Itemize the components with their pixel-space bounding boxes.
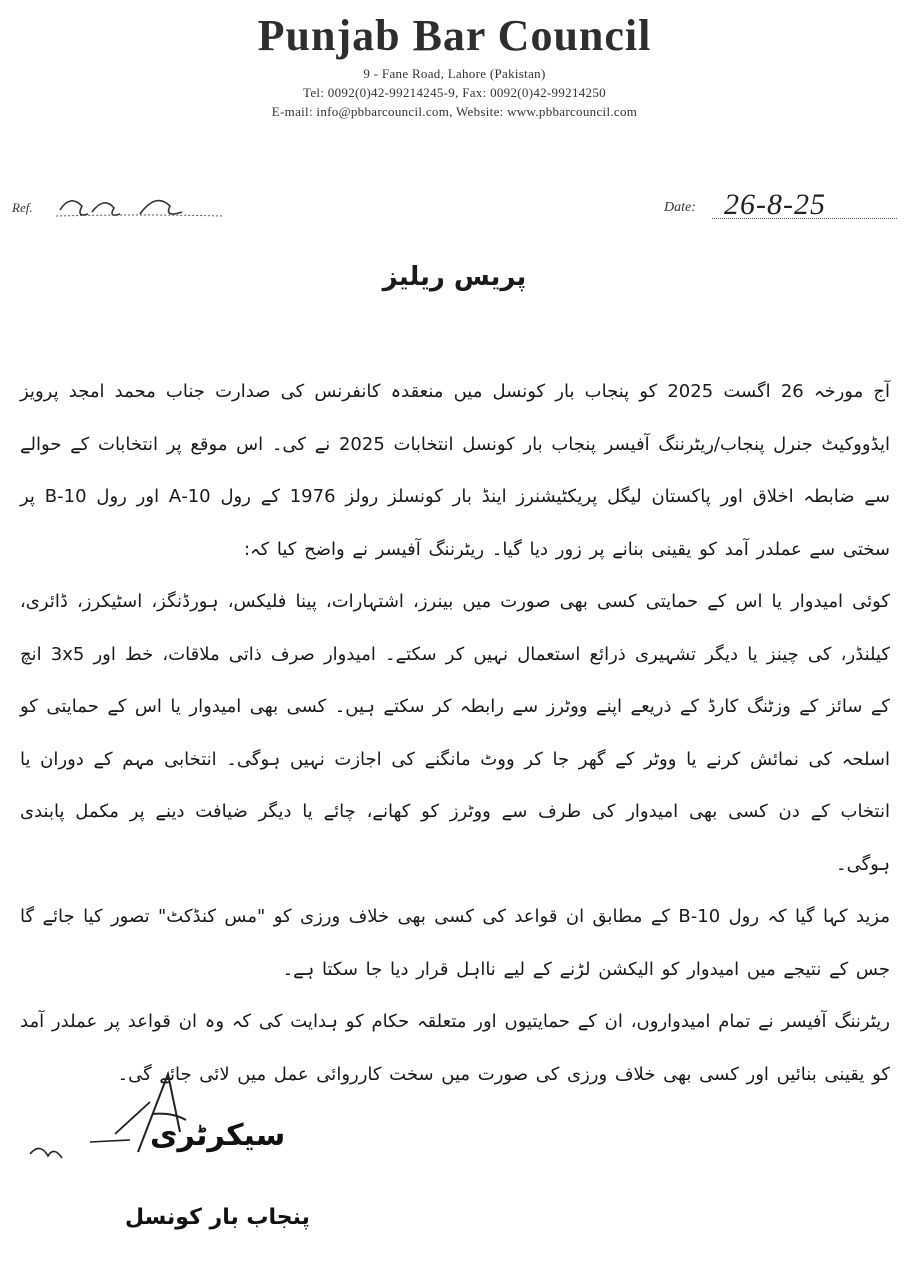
address-line: 9 - Fane Road, Lahore (Pakistan)	[363, 66, 546, 81]
body-paragraph-2: کوئی امیدوار یا اس کے حمایتی کسی بھی صورت میں بینرز، اشتہارات، پینا فلیکس، ہورڈنگز، اسٹیکرز، ڈائری، کیلنڈر، کی چینز یا دیگر تشہیری ذرائع استعمال نہیں کر سکتے۔ امیدوار صرف ذاتی ملاقات، خط اور 3x5 انچ کے سائز کے وزٹنگ کارڈ کے ذریعے اپنے ووٹرز سے رابطہ کر سکتے ہیں۔ کسی بھی امیدوار یا اس کے حمایتی کو اسلحہ کی نمائش کرنے یا ووٹر کے گھر جا کر ووٹ مانگنے کی اجازت نہیں ہوگی۔ انتخابی مہم کے دوران یا انتخاب کے دن کسی بھی امیدوار کی طرف سے ووٹرز کو کھانے، چائے یا دیگر ضیافت دینے پر مکمل پابندی ہوگی۔	[20, 591, 890, 875]
date-value: 26-8-25	[724, 188, 826, 221]
date-label: Date:	[664, 200, 696, 215]
phone-fax-line: Tel: 0092(0)42-99214245-9, Fax: 0092(0)42-99214250	[303, 85, 606, 100]
handwritten-signature	[20, 1062, 320, 1172]
body-paragraph-3: مزید کہا گیا کہ رول 10-B کے مطابق ان قواعد کی کسی بھی خلاف ورزی کو "مس کنڈکٹ" تصور کیا جائے گا جس کے نتیجے میں امیدوار کو الیکشن لڑنے کے لیے نااہل قرار دیا جا سکتا ہے۔	[20, 906, 890, 980]
signatory-title: سیکرٹری	[150, 1118, 286, 1153]
letterhead	[0, 8, 909, 121]
organization-name: Punjab Bar Council	[257, 11, 652, 60]
date-underline	[712, 218, 897, 219]
body-paragraph-1: آج مورخہ 26 اگست 2025 کو پنجاب بار کونسل میں منعقدہ کانفرنس کی صدارت جناب محمد امجد پرویز ایڈووکیٹ جنرل پنجاب/ریٹرننگ آفیسر پنجاب بار کونسل انتخابات 2025 نے کی۔ اس موقع پر انتخابات کے حوالے سے ضابطہ اخلاق اور پاکستان لیگل پریکٹیشنرز اینڈ بار کونسلز رولز 1976 کے رول 10-A اور رول 10-B پر سختی سے عملدر آمد کو یقینی بنانے پر زور دیا گیا۔ ریٹرننگ آفیسر نے واضح کیا کہ:	[20, 381, 891, 560]
signatory-organization: پنجاب بار کونسل	[125, 1205, 310, 1230]
reference-date-row	[12, 188, 897, 228]
press-release-title: پریس ریلیز	[382, 262, 527, 292]
email-website-line: E-mail: info@pbbarcouncil.com, Website: www.pbbarcouncil.com	[271, 104, 638, 119]
body-paragraph-4: ریٹرننگ آفیسر نے تمام امیدواروں، ان کے حمایتیوں اور متعلقہ حکام کو ہدایت کی کہ وہ ان قواعد پر عملدر آمد کو یقینی بنائیں اور کسی بھی خلاف ورزی کی صورت میں سخت کارروائی عمل میں لائی جائے گی۔	[20, 1011, 890, 1085]
ref-label: Ref.	[12, 200, 33, 215]
ref-handwritten-mark	[52, 188, 227, 222]
press-release-body	[20, 366, 890, 1101]
